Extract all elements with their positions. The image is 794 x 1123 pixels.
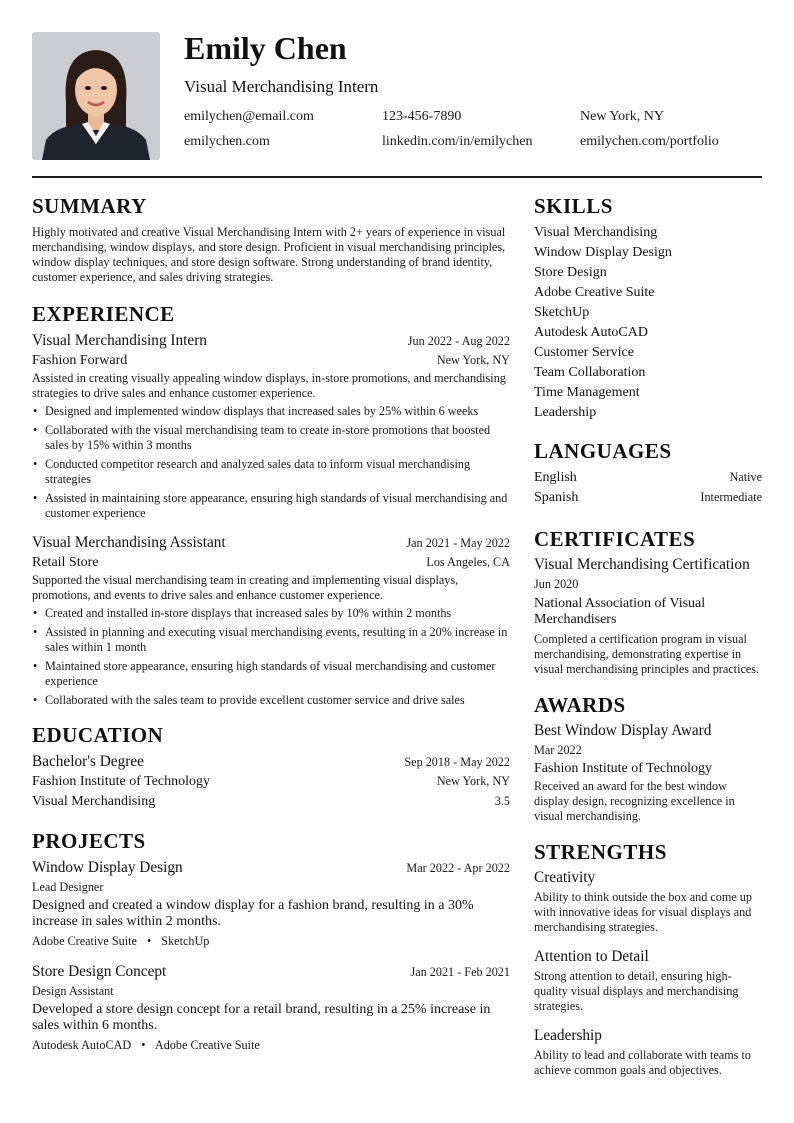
project-description: Designed and created a window display for a fashion brand, resulting in a 30% increase in sales within 2 months. <box>32 898 474 929</box>
education-degree: Bachelor's Degree <box>32 753 144 770</box>
project-tool: Autodesk AutoCAD <box>32 1038 132 1052</box>
project-tools <box>32 1037 510 1053</box>
job-dates: Jun 2022 - Aug 2022 <box>407 334 510 348</box>
strength-name: Creativity <box>534 869 596 886</box>
experience-heading: EXPERIENCE <box>32 302 175 326</box>
skill-item: Customer Service <box>534 345 634 360</box>
summary-text: Highly motivated and creative Visual Merchandising Intern with 2+ years of experience in visual merchandising, window displays, and store design. Proficient in visual merchandising principles, window display techniques, and store design software. Strong understanding of brand identity, customer experience, and sales driving strategies. <box>32 225 506 284</box>
language-level: Native <box>729 470 762 484</box>
profile-photo <box>32 32 160 160</box>
project-tool: SketchUp <box>161 934 210 948</box>
strength-name: Leadership <box>534 1027 602 1044</box>
linkedin-link[interactable]: linkedin.com/in/emilychen <box>382 134 533 149</box>
job-bullet: • Collaborated with the visual merchandising team to create in-store promotions that boosted sales by 15% within 3 months <box>32 423 510 453</box>
job-location: New York, NY <box>436 353 510 367</box>
tool-separator: • <box>141 1038 146 1052</box>
strength-entry <box>534 947 762 1014</box>
job-bullet: • Assisted in maintaining store appearance, ensuring high standards of visual merchandising and customer experience <box>32 491 510 521</box>
award-name: Best Window Display Award <box>534 722 712 739</box>
experience-section <box>32 300 510 708</box>
job-bullet: • Conducted competitor research and analyzed sales data to inform visual merchandising strategies <box>32 457 510 487</box>
skill-item: Window Display Design <box>534 245 672 260</box>
project-tools <box>32 933 510 949</box>
awards-section <box>534 691 762 824</box>
strength-entry <box>534 868 762 935</box>
right-column <box>534 192 762 1078</box>
job-description: Supported the visual merchandising team in creating and implementing visual displays, promotions, and events to drive sales and enhance customer experience. <box>32 573 459 602</box>
job-bullets <box>32 404 510 521</box>
skill-item: Adobe Creative Suite <box>534 285 655 300</box>
location-text: New York, NY <box>580 109 665 124</box>
job-company: Retail Store <box>32 555 99 570</box>
languages-section <box>534 437 762 508</box>
candidate-name: Emily Chen <box>184 30 347 66</box>
project-entry <box>32 962 510 1053</box>
languages-heading: LANGUAGES <box>534 439 672 463</box>
certificate-name: Visual Merchandising Certification <box>534 556 750 573</box>
education-gpa: 3.5 <box>494 794 510 808</box>
strength-description: Strong attention to detail, ensuring high-quality visual displays and merchandising strategies. <box>534 969 739 1013</box>
summary-heading: SUMMARY <box>32 194 147 218</box>
summary-section <box>32 192 510 285</box>
language-level: Intermediate <box>700 490 762 504</box>
language-name: English <box>534 470 577 485</box>
job-company: Fashion Forward <box>32 353 128 368</box>
job-title: Visual Merchandising Intern <box>32 332 207 349</box>
projects-heading: PROJECTS <box>32 829 146 853</box>
project-role: Lead Designer <box>32 880 104 894</box>
skills-heading: SKILLS <box>534 194 613 218</box>
education-dates: Sep 2018 - May 2022 <box>404 755 510 769</box>
skill-item: Time Management <box>534 385 640 400</box>
award-description: Received an award for the best window display design, recognizing excellence in visual merchandising. <box>534 779 735 823</box>
job-bullet: • Maintained store appearance, ensuring high standards of visual merchandising and customer experience <box>32 659 510 689</box>
education-school: Fashion Institute of Technology <box>32 774 211 789</box>
job-bullet: • Designed and implemented window displays that increased sales by 25% within 6 weeks <box>32 404 510 419</box>
education-field: Visual Merchandising <box>32 794 156 809</box>
certificates-heading: CERTIFICATES <box>534 527 696 551</box>
education-section <box>32 721 510 812</box>
strengths-section <box>534 838 762 1078</box>
certificate-description: Completed a certification program in visual merchandising, demonstrating expertise in visual merchandising principles and practices. <box>534 632 760 676</box>
portrait-illustration <box>32 32 160 160</box>
skill-item: Leadership <box>534 405 597 420</box>
project-name: Window Display Design <box>32 859 183 876</box>
job-bullet: • Assisted in planning and executing visual merchandising events, resulting in a 20% increase in sales within 1 month <box>32 625 510 655</box>
certificates-section <box>534 525 762 677</box>
portfolio-link[interactable]: emilychen.com/portfolio <box>580 134 719 149</box>
education-heading: EDUCATION <box>32 723 164 747</box>
skill-item: Store Design <box>534 265 607 280</box>
job-bullet: • Collaborated with the sales team to provide excellent customer service and drive sales <box>32 693 510 708</box>
job-bullet: • Created and installed in-store displays that increased sales by 10% within 2 months <box>32 606 510 621</box>
strength-name: Attention to Detail <box>534 948 649 965</box>
job-dates: Jan 2021 - May 2022 <box>406 536 510 550</box>
job-bullets <box>32 606 510 708</box>
job-entry <box>32 533 510 708</box>
job-title: Visual Merchandising Assistant <box>32 534 226 551</box>
project-entry <box>32 858 510 949</box>
website-link[interactable]: emilychen.com <box>184 134 270 149</box>
awards-heading: AWARDS <box>534 693 626 717</box>
skill-item: Visual Merchandising <box>534 225 658 240</box>
candidate-title: Visual Merchandising Intern <box>184 77 379 96</box>
award-date: Mar 2022 <box>534 743 582 757</box>
header-divider <box>32 176 762 178</box>
job-description: Assisted in creating visually appealing window displays, in-store promotions, and merchandising strategies to drive sales and enhance customer experience. <box>32 371 506 400</box>
project-description: Developed a store design concept for a retail brand, resulting in a 25% increase in sales within 6 months. <box>32 1002 491 1033</box>
award-issuer: Fashion Institute of Technology <box>534 761 713 776</box>
email-link[interactable]: emilychen@email.com <box>184 109 314 124</box>
skill-item: Autodesk AutoCAD <box>534 325 648 340</box>
strengths-heading: STRENGTHS <box>534 840 667 864</box>
strength-entry <box>534 1026 762 1078</box>
project-dates: Jan 2021 - Feb 2021 <box>410 965 510 979</box>
phone-number[interactable]: 123-456-7890 <box>382 109 462 124</box>
project-dates: Mar 2022 - Apr 2022 <box>406 861 510 875</box>
project-name: Store Design Concept <box>32 963 167 980</box>
education-location: New York, NY <box>436 774 510 788</box>
skill-item: SketchUp <box>534 305 590 320</box>
skill-item: Team Collaboration <box>534 365 646 380</box>
strength-description: Ability to lead and collaborate with teams to achieve common goals and objectives. <box>534 1048 751 1077</box>
certificate-date: Jun 2020 <box>534 577 579 591</box>
language-name: Spanish <box>534 490 579 505</box>
project-tool: Adobe Creative Suite <box>32 934 137 948</box>
job-location: Los Angeles, CA <box>426 555 510 569</box>
left-column <box>32 192 510 1053</box>
certificate-issuer: National Association of Visual Merchandisers <box>534 596 706 627</box>
project-tool: Adobe Creative Suite <box>154 1038 260 1052</box>
tool-separator: • <box>146 934 152 948</box>
projects-section <box>32 827 510 1053</box>
strength-description: Ability to think outside the box and come up with innovative ideas for visual displays and merchandising strategies. <box>534 890 752 934</box>
skills-list <box>534 223 762 423</box>
project-role: Design Assistant <box>32 984 114 998</box>
job-entry <box>32 331 510 521</box>
skills-section <box>534 192 762 423</box>
